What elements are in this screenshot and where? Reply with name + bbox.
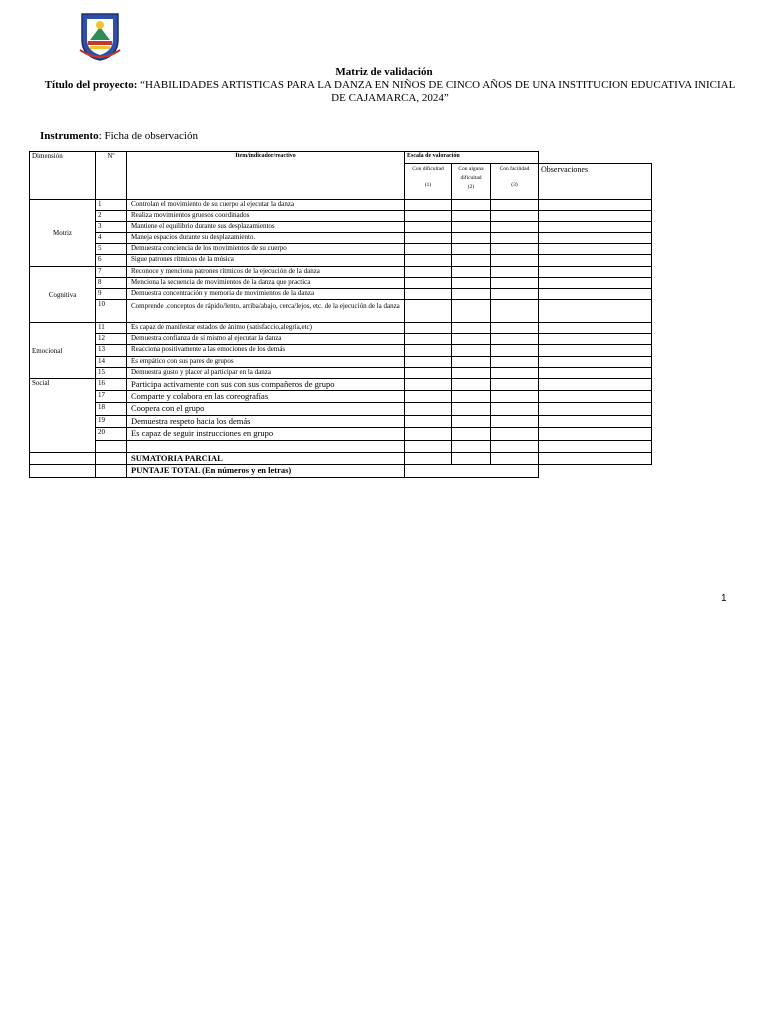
observation-cell[interactable] [539,200,652,211]
score-cell-1[interactable] [405,300,452,323]
item-text: Demuestra respeto hacia los demás [127,416,405,428]
score-cell-3[interactable] [491,441,539,453]
scale-col-1-label: Con dificultad [412,166,444,172]
item-text: Participa activamente con sus con sus compañeros de grupo [127,379,405,391]
header-number: Nº [96,152,127,200]
score-cell-2[interactable] [452,255,491,267]
item-number: 20 [96,428,127,441]
score-cell-3[interactable] [491,233,539,244]
scale-col-2-value: (2) [467,184,475,190]
item-number: 5 [96,244,127,255]
observation-cell[interactable] [539,403,652,416]
score-cell-1[interactable] [405,233,452,244]
scale-col-3-value: (3) [511,182,518,188]
instrument-value: : Ficha de observación [98,130,198,142]
observation-cell[interactable] [539,391,652,403]
score-cell-1[interactable] [405,222,452,233]
observation-cell[interactable] [539,416,652,428]
score-cell-1[interactable] [405,379,452,391]
observation-cell[interactable] [539,368,652,379]
item-text: Reacciona positivamente a las emociones de los demás [127,345,405,357]
score-cell-2[interactable] [452,441,491,453]
score-cell-1[interactable] [405,289,452,300]
total-score-blank [539,465,652,478]
scale-col-1-value: (1) [424,182,432,188]
header-blank [539,152,652,164]
score-cell-1[interactable] [405,323,452,334]
score-cell-2[interactable] [452,379,491,391]
score-cell-3[interactable] [491,368,539,379]
observation-cell[interactable] [539,222,652,233]
score-cell-1[interactable] [405,391,452,403]
score-cell-3[interactable] [491,222,539,233]
score-cell-3[interactable] [491,323,539,334]
score-cell-3[interactable] [491,403,539,416]
item-number: 16 [96,379,127,391]
score-cell-2[interactable] [452,267,491,278]
score-cell-2[interactable] [452,368,491,379]
score-cell-3[interactable] [491,416,539,428]
score-cell-3[interactable] [491,289,539,300]
item-text: Demuestra concentración y memoria de movimientos de la danza [127,289,405,300]
score-cell-2[interactable] [452,323,491,334]
validation-matrix [29,151,652,478]
score-cell-3[interactable] [491,391,539,403]
score-cell-2[interactable] [452,416,491,428]
score-cell-2[interactable] [452,211,491,222]
instrument-label: Instrumento [40,130,99,142]
score-cell-3[interactable] [491,255,539,267]
item-text: Realiza movimientos gruesos coordinados [127,211,405,222]
partial-sum-cell-2[interactable] [452,453,491,465]
score-cell-1[interactable] [405,416,452,428]
item-number: 11 [96,323,127,334]
score-cell-2[interactable] [452,391,491,403]
footer-blank-number [96,453,127,465]
observation-cell[interactable] [539,255,652,267]
observation-cell[interactable] [539,441,652,453]
item-number: 6 [96,255,127,267]
partial-sum-cell-1[interactable] [405,453,452,465]
item-text: Coopera con el grupo [127,403,405,416]
item-number: 12 [96,334,127,345]
item-text: Es empático con sus pares de grupos [127,357,405,368]
item-text: Demuestra gusto y placer al participar en la danza [127,368,405,379]
score-cell-2[interactable] [452,278,491,289]
score-cell-1[interactable] [405,278,452,289]
item-number: 3 [96,222,127,233]
item-text: Mantiene el equilibrio durante sus desplazamientos [127,222,405,233]
item-text: Es capaz de manifestar estados de ánimo (satisfaccio,alegría,etc) [127,323,405,334]
score-cell-2[interactable] [452,289,491,300]
score-cell-2[interactable] [452,403,491,416]
score-cell-2[interactable] [452,345,491,357]
score-cell-3[interactable] [491,357,539,368]
item-number: 17 [96,391,127,403]
score-cell-1[interactable] [405,403,452,416]
item-number: 9 [96,289,127,300]
partial-sum-observation[interactable] [539,453,652,465]
footer-blank-dimension [30,465,96,478]
score-cell-2[interactable] [452,300,491,323]
item-number: 13 [96,345,127,357]
score-cell-3[interactable] [491,211,539,222]
item-number: 19 [96,416,127,428]
scale-col-3 [491,164,539,200]
score-cell-3[interactable] [491,244,539,255]
score-cell-3[interactable] [491,267,539,278]
item-number: 10 [96,300,127,323]
score-cell-3[interactable] [491,278,539,289]
header-observations: Observaciones [539,164,652,200]
observation-cell[interactable] [539,289,652,300]
observation-cell[interactable] [539,345,652,357]
score-cell-1[interactable] [405,200,452,211]
footer-blank-number [96,465,127,478]
item-number-blank [96,441,127,453]
score-cell-2[interactable] [452,357,491,368]
instrument-line [40,130,198,143]
score-cell-1[interactable] [405,255,452,267]
item-text: Comprende .conceptos de rápido/lento, arriba/abajo, cerca/lejos, etc. de la ejecución de la danza [127,300,405,323]
item-text: Es capaz de seguir instrucciones en grupo [127,428,405,441]
scale-col-2 [452,164,491,200]
item-text: Reconoce y menciona patrones rítmicos de la ejecución de la danza [127,267,405,278]
observation-cell[interactable] [539,428,652,441]
score-cell-1[interactable] [405,334,452,345]
score-cell-3[interactable] [491,379,539,391]
header-item: Ítem/indicador/reactivo [127,152,405,200]
item-text: Comparte y colabora en las coreografías [127,391,405,403]
score-cell-1[interactable] [405,428,452,441]
project-label: Título del proyecto: [44,79,138,91]
observation-cell[interactable] [539,233,652,244]
score-cell-3[interactable] [491,345,539,357]
item-text-blank [127,441,405,453]
item-number: 7 [96,267,127,278]
item-text: Menciona la secuencia de movimientos de la danza que practica [127,278,405,289]
scale-col-3-label: Con facilidad [499,166,530,172]
score-cell-1[interactable] [405,345,452,357]
dimension-cognitiva: Cognitiva [30,267,96,323]
item-text: Sigue patrones rítmicos de la música [127,255,405,267]
dimension-emocional: Emocional [30,323,96,379]
observation-cell[interactable] [539,357,652,368]
institution-logo [78,10,122,62]
item-number: 18 [96,403,127,416]
observation-cell[interactable] [539,211,652,222]
item-number: 14 [96,357,127,368]
header-dimension: Dimensión [30,152,96,200]
item-text: Demuestra conciencia de los movimientos de su cuerpo [127,244,405,255]
score-cell-2[interactable] [452,244,491,255]
observation-cell[interactable] [539,300,652,323]
score-cell-2[interactable] [452,233,491,244]
score-cell-2[interactable] [452,222,491,233]
observation-cell[interactable] [539,278,652,289]
score-cell-1[interactable] [405,211,452,222]
score-cell-1[interactable] [405,368,452,379]
score-cell-3[interactable] [491,428,539,441]
partial-sum-label: SUMATORIA PARCIAL [127,453,405,465]
score-cell-1[interactable] [405,267,452,278]
project-title [40,79,740,105]
score-cell-1[interactable] [405,244,452,255]
scale-col-2-label: Con alguna dificultad [458,166,484,181]
score-cell-3[interactable] [491,200,539,211]
score-cell-1[interactable] [405,357,452,368]
item-number: 2 [96,211,127,222]
item-number: 1 [96,200,127,211]
observation-cell[interactable] [539,334,652,345]
page-number: 1 [721,593,727,604]
score-cell-1[interactable] [405,441,452,453]
item-number: 4 [96,233,127,244]
dimension-motriz: Motriz [30,200,96,267]
project-title-text: “HABILIDADES ARTISTICAS PARA LA DANZA EN NIÑOS DE CINCO AÑOS DE UNA INSTITUCION EDUCATIVA INICIAL DE CAJAMARCA, 2024” [140,79,736,104]
item-text: Controlan el movimiento de su cuerpo al ejecutar la danza [127,200,405,211]
header-scale: Escala de valoración [405,152,539,164]
score-cell-3[interactable] [491,300,539,323]
total-score-cell[interactable] [405,465,539,478]
observation-cell[interactable] [539,267,652,278]
document-title: Matriz de validación [335,66,433,78]
item-number: 8 [96,278,127,289]
score-cell-2[interactable] [452,334,491,345]
item-text: Demuestra confianza de sí mismo al ejecutar la danza [127,334,405,345]
partial-sum-cell-3[interactable] [491,453,539,465]
item-text: Maneja espacios durante su desplazamiento. [127,233,405,244]
dimension-social: Social [30,379,96,453]
total-score-label: PUNTAJE TOTAL (En números y en letras) [127,465,405,478]
score-cell-3[interactable] [491,334,539,345]
score-cell-2[interactable] [452,200,491,211]
item-number: 15 [96,368,127,379]
footer-blank-dimension [30,453,96,465]
observation-cell[interactable] [539,379,652,391]
scale-col-1 [405,164,452,200]
observation-cell[interactable] [539,244,652,255]
score-cell-2[interactable] [452,428,491,441]
observation-cell[interactable] [539,323,652,334]
